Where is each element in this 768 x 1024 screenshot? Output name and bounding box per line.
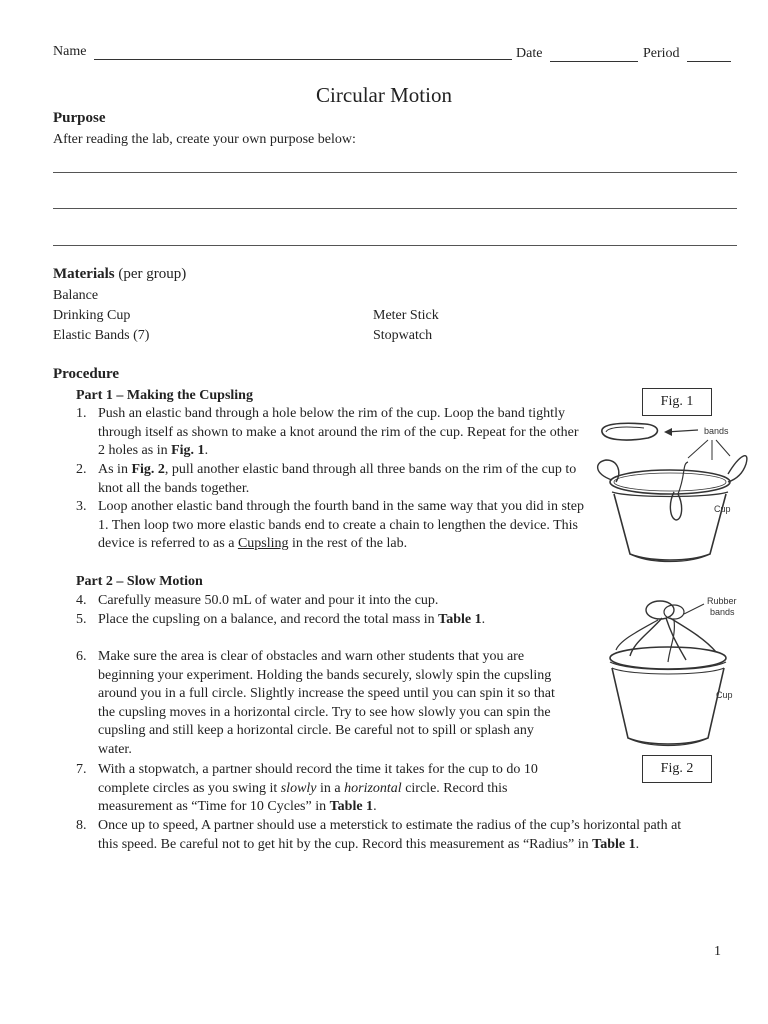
date-label: Date — [516, 46, 543, 61]
procedure-heading: Procedure — [53, 366, 120, 382]
fig1-bands-label: bands — [704, 426, 729, 436]
fig2-rubber-label: Rubber — [707, 596, 737, 606]
period-field[interactable] — [687, 60, 731, 62]
purpose-writing-line-2[interactable] — [53, 208, 737, 209]
material-item: Drinking Cup — [53, 308, 131, 323]
page-title: Circular Motion — [316, 83, 452, 107]
materials-heading-note: (per group) — [118, 266, 187, 282]
materials-heading: Materials — [53, 266, 115, 282]
step-8: 8. Once up to speed, A partner should use a meterstick to estimate the radius of the cup’s horizontal path at this speed. Be careful not to get hit by the cup. Record this measurement as “Radius” in Table 1. — [76, 818, 682, 852]
step-2: 2. As in Fig. 2, pull another elastic band through all three bands on the rim of the cup to knot all the bands together. — [76, 462, 577, 496]
fig1-cup-label: Cup — [714, 504, 731, 514]
purpose-heading: Purpose — [53, 110, 106, 126]
materials-heading-row — [53, 266, 186, 283]
name-field[interactable] — [94, 58, 512, 60]
fig2-cupsling-drawing — [590, 590, 750, 760]
fig2-bands-label: bands — [710, 607, 735, 617]
part2-heading: Part 2 – Slow Motion — [76, 574, 203, 589]
purpose-prompt: After reading the lab, create your own purpose below: — [53, 132, 356, 147]
step-5: 5. Place the cupsling on a balance, and record the total mass in Table 1. — [76, 612, 486, 627]
period-label: Period — [643, 46, 680, 61]
step-4: 4. Carefully measure 50.0 mL of water and pour it into the cup. — [76, 593, 439, 608]
purpose-writing-line-3[interactable] — [53, 245, 737, 246]
part1-heading: Part 1 – Making the Cupsling — [76, 388, 253, 403]
step-1: 1. Push an elastic band through a hole below the rim of the cup. Loop the band tightly through itself as shown to make a knot around the rim of the cup. Repeat for the other 2 holes as in Fig. 1. — [76, 406, 579, 458]
step-3: 3. Loop another elastic band through the fourth band in the same way that you did in step 1. Then loop two more elastic bands end to create a chain to lengthen the device. This device is referred to as a Cupsling in the rest of the lab. — [76, 499, 584, 551]
fig2-caption: Fig. 2 — [642, 755, 712, 783]
material-item: Stopwatch — [373, 328, 433, 343]
step-7: 7. With a stopwatch, a partner should record the time it takes for the cup to do 10 complete circles as you swing it slowly in a horizontal circle. Record this measurement as “Time for 10 Cycles” in Table 1. — [76, 762, 538, 814]
material-item: Balance — [53, 288, 99, 303]
fig1-caption: Fig. 1 — [642, 388, 712, 416]
material-item: Meter Stick — [373, 308, 439, 323]
purpose-writing-line-1[interactable] — [53, 172, 737, 173]
fig1-cupsling-drawing — [590, 414, 750, 574]
date-field[interactable] — [550, 60, 638, 62]
name-label: Name — [53, 44, 87, 59]
step-6: 6. Make sure the area is clear of obstacles and warn other students that you are beginning your experiment. Holding the bands securely, slowly spin the cupsling around you in a full circle. Slightly increase the speed until you can spin it so that the cupsling moves in a horizontal circle. Try to see how slowly you can spin the cupsling and still keep a horizontal circle. Be careful not to spill or splash any water. — [76, 649, 555, 757]
fig2-cup-label: Cup — [716, 690, 733, 700]
page-number: 1 — [714, 944, 721, 959]
material-item: Elastic Bands (7) — [53, 328, 150, 343]
